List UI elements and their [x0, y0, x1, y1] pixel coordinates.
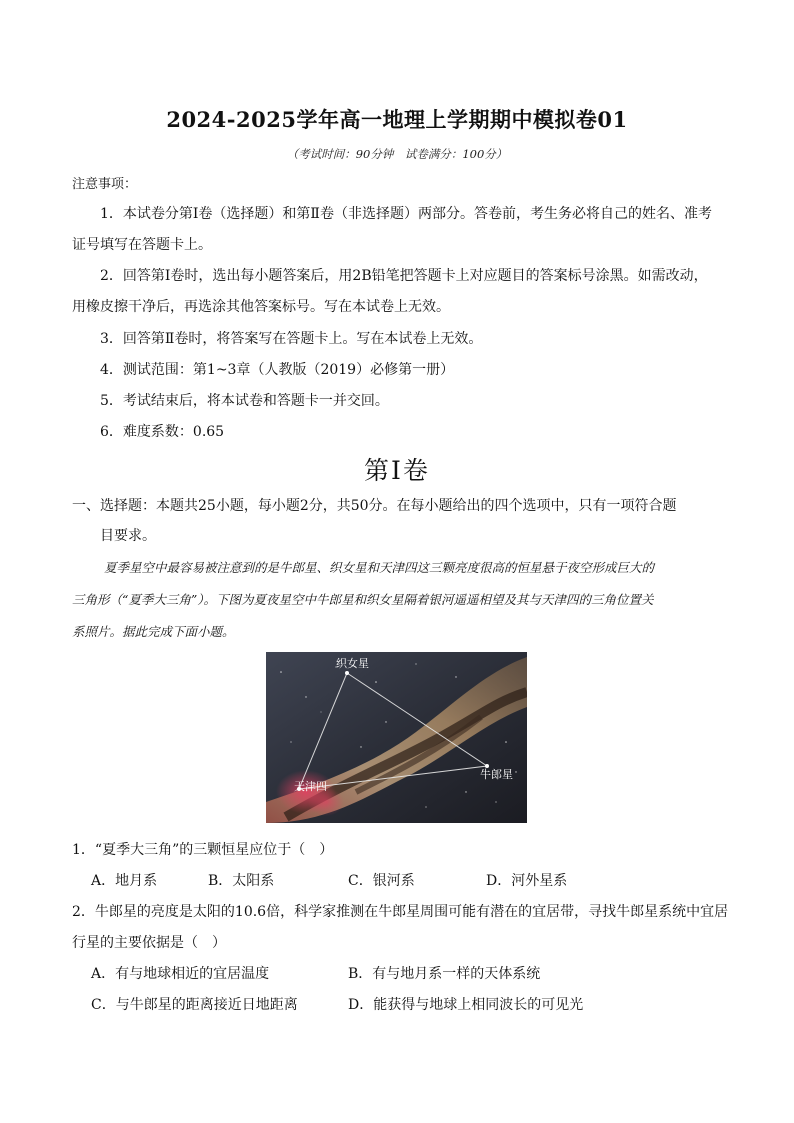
passage-line-1: 夏季星空中最容易被注意到的是牛郎星、织女星和天津四这三颗亮度很高的恒星悬于夜空形成巨大的: [104, 560, 655, 575]
summer-triangle-photo: [266, 652, 527, 823]
notice-item-5: 5．考试结束后，将本试卷和答题卡一并交回。: [100, 393, 389, 409]
section-instruction-cont: 目要求。: [100, 528, 156, 544]
label-deneb: 天津四: [294, 780, 327, 793]
question-2-option-d: D．能获得与地球上相同波长的可见光: [348, 997, 584, 1013]
exam-subtitle: （考试时间：90分钟 试卷满分：100分）: [286, 147, 508, 161]
passage-line-2: 三角形（“夏季大三角”）。下图为夏夜星空中牛郎星和织女星隔着银河遥遥相望及其与天津四的三角位置关: [72, 592, 654, 607]
notice-item-6: 6．难度系数：0.65: [100, 424, 225, 440]
notice-item-2: 2．回答第Ⅰ卷时，选出每小题答案后，用2B铅笔把答题卡上对应题目的答案标号涂黑。如需改动，: [100, 268, 708, 284]
label-altair: 牛郎星: [480, 768, 513, 781]
passage-line-3: 系照片。据此完成下面小题。: [72, 624, 235, 639]
notice-item-2-cont: 用橡皮擦干净后，再选涂其他答案标号。写在本试卷上无效。: [72, 299, 450, 315]
notice-item-3: 3．回答第Ⅱ卷时，将答案写在答题卡上。写在本试卷上无效。: [100, 331, 483, 347]
section-instruction: 一、选择题：本题共25小题，每小题2分，共50分。在每小题给出的四个选项中，只有一项符合题: [72, 498, 677, 514]
night-sky-figure: [266, 652, 527, 823]
question-1-option-d: D．河外星系: [486, 873, 568, 889]
question-2-option-a: A．有与地球相近的宜居温度: [91, 966, 270, 982]
question-2-option-c: C．与牛郎星的距离接近日地距离: [91, 997, 298, 1013]
question-1-option-b: B．太阳系: [208, 873, 275, 889]
label-vega: 织女星: [336, 657, 369, 670]
question-2-stem: 2．牛郎星的亮度是太阳的10.6倍，科学家推测在牛郎星周围可能有潜在的宜居带，寻找牛郎星系统中宜居: [72, 904, 729, 920]
notice-item-4: 4．测试范围：第1~3章（人教版（2019）必修第一册）: [100, 362, 455, 378]
question-1-option-c: C．银河系: [348, 873, 415, 889]
question-1-stem: 1．“夏季大三角”的三颗恒星应位于（ ）: [72, 842, 334, 858]
volume-title: 第Ⅰ卷: [364, 456, 430, 485]
question-2-stem-cont: 行星的主要依据是（ ）: [72, 935, 226, 951]
question-1-option-a: A．地月系: [91, 873, 158, 889]
notice-item-1-cont: 证号填写在答题卡上。: [72, 237, 212, 253]
question-2-option-b: B．有与地月系一样的天体系统: [348, 966, 541, 982]
notice-item-1: 1．本试卷分第Ⅰ卷（选择题）和第Ⅱ卷（非选择题）两部分。答卷前，考生务必将自己的姓名、准考: [100, 206, 712, 222]
notice-heading: 注意事项：: [72, 177, 138, 192]
vega-star-marker: [345, 671, 349, 675]
exam-title: 2024-2025学年高一地理上学期期中模拟卷01: [166, 107, 628, 132]
